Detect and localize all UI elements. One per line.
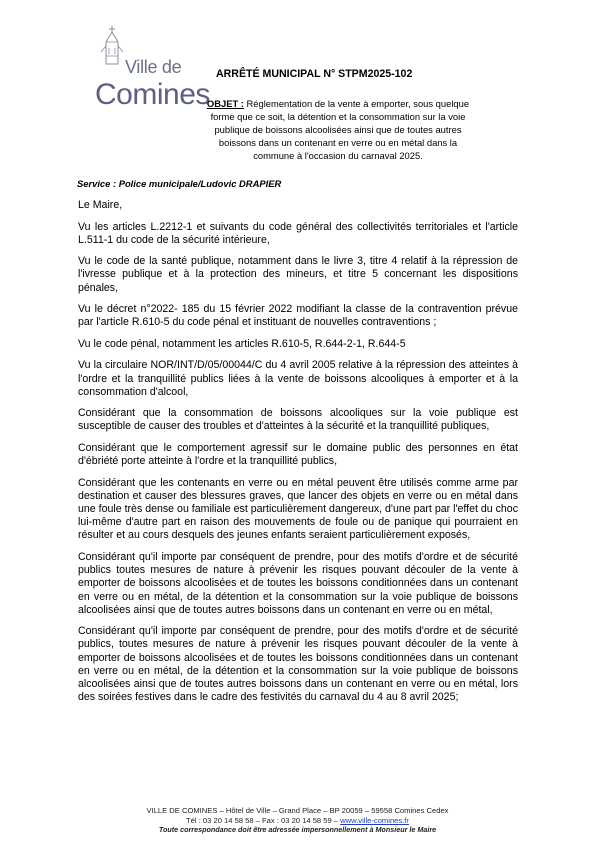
paragraph: Considérant qu'il importe par conséquent de prendre, pour des motifs d'ordre et de sécurité publics, toutes mesures de nature à prévenir les risques pouvant découler de la vente à emporter de boissons alcoolisées et de toutes les boissons conditionnées dans un contenant en verre ou en métal, de la détention et la consommation sur la voie publique de boissons alcoolisées ainsi que de toutes autres boissons dans un contenant en verre ou en métal, lors des soirées festives dans le cadre des festivités du carnaval du 4 au 8 avril 2025; [78,625,518,704]
city-logo [95,26,210,111]
paragraph: Considérant que les contenants en verre ou en métal peuvent être utilisés comme arme par destination et causer des blessures graves, que lancer des objets en verre ou en métal dans une foule très dense ou familiale est particulièrement dangereux, d'une part par l'effet du choc lui-même d'autre part en raison des mouvements de foule ou de panique qui pourraient en résulter et au cours desquels des jeunes enfants seraient particulièrement exposés, [78,476,518,542]
footer-note: Toute correspondance doit être adressée impersonnellement à Monsieur le Maire [158,825,437,835]
paragraph: Vu les articles L.2212-1 et suivants du code général des collectivités territoriales et l'article L.511-1 du code de la sécurité intérieure, [78,220,518,246]
subject-text: Réglementation de la vente à emporter, sous quelque forme que ce soit, la détention et la consommation sur la voie publique de boissons alcoolisées ainsi que de toutes autres boissons dans un contenant en verre ou en métal dans la commune à l'occasion du carnaval 2025. [210,98,470,162]
footer-contact [0,816,595,826]
document-body [78,199,518,713]
decree-subject [200,97,476,162]
service-line: Service : Police municipale/Ludovic DRAPIER [77,178,282,189]
website-link[interactable]: www.ville-comines.fr [340,815,409,825]
paragraph: Vu le décret n°2022- 185 du 15 février 2022 modifiant la classe de la contravention prévue par l'article R.610-5 du code pénal et instituant de nouvelles contraventions ; [78,303,518,329]
logo-text-comines: Comines [95,78,210,111]
page-footer [0,806,595,835]
logo-text-ville: Ville de [125,57,182,77]
subject-label: OBJET : [206,98,244,109]
paragraph: Considérant que la consommation de boissons alcooliques sur la voie publique est susceptible de causer des troubles et d'atteintes à la sécurité et la tranquillité publiques, [78,407,518,433]
paragraph: Considérant qu'il importe par conséquent de prendre, pour des motifs d'ordre et de sécurité publics toutes mesures de nature à prévenir les risques pouvant découler de la vente à emporter de boissons alcoolisées et de toutes les boissons conditionnées dans un contenant en verre ou en métal, de la détention et la consommation sur la voie publique de boissons alcoolisées ainsi que de toutes autres boissons dans un contenant en verre ou en métal, [78,550,518,616]
paragraph: Vu le code de la santé publique, notamment dans le livre 3, titre 4 relatif à la répression de l'ivresse publique et à la protection des mineurs, et titre 5 concernant les dispositions pénales, [78,255,518,294]
decree-title: ARRÊTÉ MUNICIPAL N° STPM2025-102 [216,68,413,80]
paragraph: Vu la circulaire NOR/INT/D/05/00044/C du 4 avril 2005 relative à la répression des atteintes à l'ordre et la tranquillité publics liées à la vente de boissons alcooliques à emporter et à la consommation d'alcool, [78,359,518,398]
paragraph-greeting: Le Maire, [78,199,123,211]
church-tower-icon [97,26,127,66]
footer-address: VILLE DE COMINES – Hôtel de Ville – Grand Place – BP 20059 – 59558 Comines Cedex [146,806,449,815]
paragraph: Vu le code pénal, notamment les articles R.610-5, R.644-2-1, R.644-5 [78,337,406,350]
footer-phone-fax: Tél : 03 20 14 58 58 – Fax : 03 20 14 58 59 – [186,815,341,825]
paragraph: Considérant que le comportement agressif sur le domaine public des personnes en état d'ébriété porte atteinte à l'ordre et la tranquillité publics, [78,441,518,468]
